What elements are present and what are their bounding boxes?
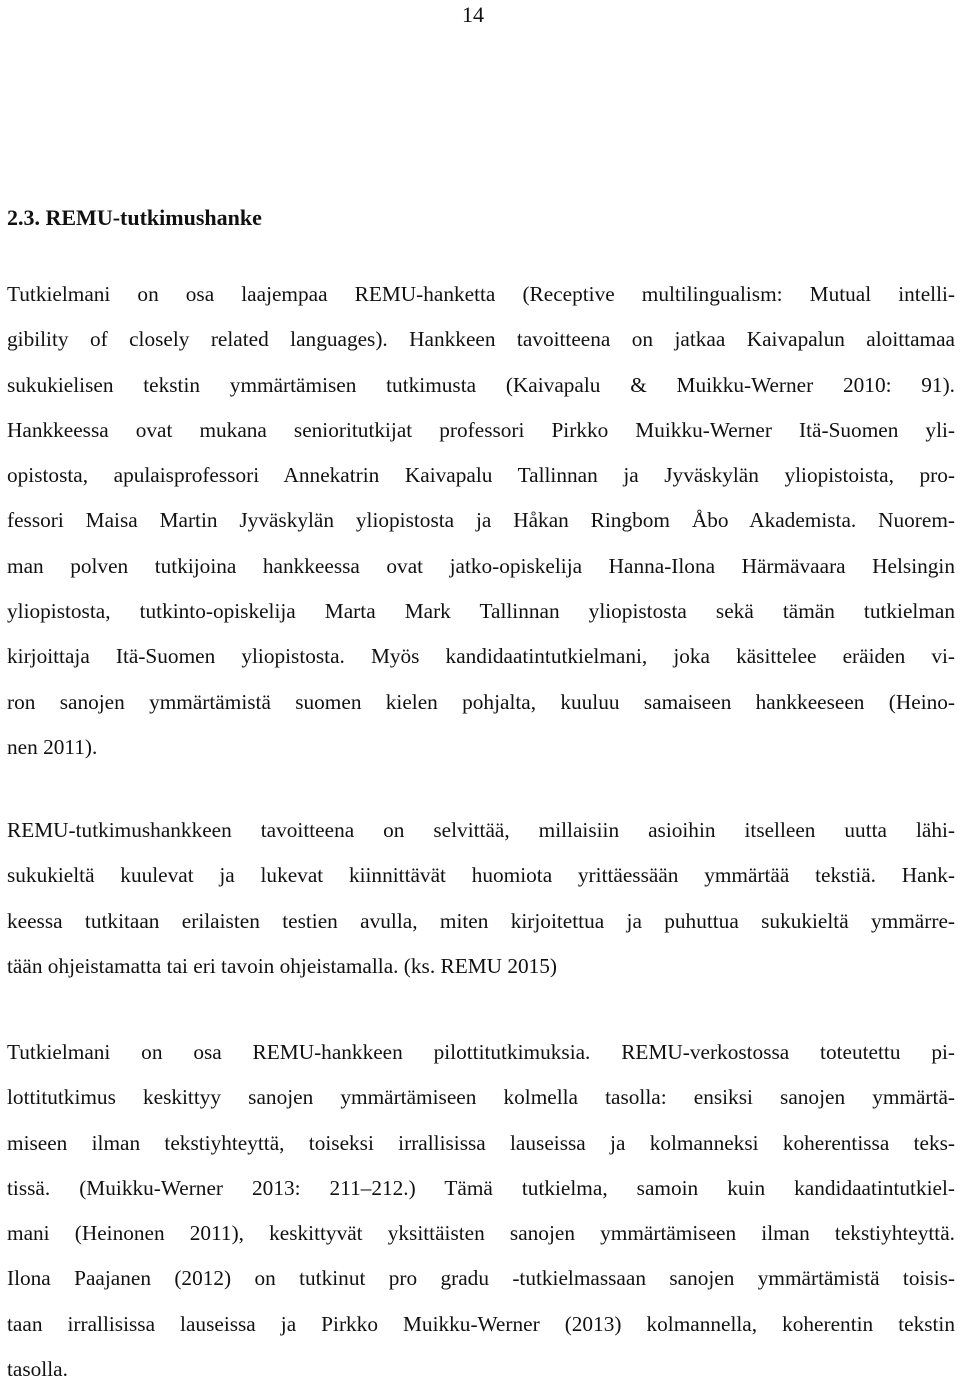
text-line: man polven tutkijoina hankkeessa ovat jatko-opiskelija Hanna-Ilona Härmävaara Helsingin [7, 553, 955, 578]
paragraph-pilot-study [7, 1030, 955, 1392]
text-line: ron sanojen ymmärtämistä suomen kielen pohjalta, kuuluu samaiseen hankkeeseen (Heino- [7, 689, 955, 714]
text-line: opistosta, apulaisprofessori Annekatrin Kaivapalu Tallinnan ja Jyväskylän yliopistoista, pro- [7, 463, 955, 488]
text-line: keessa tutkitaan erilaisten testien avulla, miten kirjoitettua ja puhuttua sukukieltä ymmärre- [7, 908, 955, 933]
text-line: Tutkielmani on osa laajempaa REMU-hanketta (Receptive multilingualism: Mutual intelli- [7, 282, 955, 306]
text-line: miseen ilman tekstiyhteyttä, toiseksi irrallisissa lauseissa ja kolmanneksi koherentissa teks- [7, 1130, 955, 1155]
paragraph-remu-project-intro [7, 272, 955, 770]
text-line: sukukieltä kuulevat ja lukevat kiinnittävät huomiota yrittäessään ymmärtää tekstiä. Hank- [7, 863, 955, 888]
page-number: 14 [462, 2, 484, 27]
text-line: Tutkielmani on osa REMU-hankkeen pilottitutkimuksia. REMU-verkostossa toteutettu pi- [7, 1040, 955, 1064]
text-line: gibility of closely related languages). Hankkeen tavoitteena on jatkaa Kaivapalun aloittamaa [7, 327, 955, 352]
text-line: tasolla. [7, 1357, 68, 1382]
paragraph-remu-goals [7, 808, 955, 989]
text-line: tissä. (Muikku-Werner 2013: 211–212.) Tämä tutkielma, samoin kuin kandidaatintutkiel- [7, 1175, 955, 1200]
text-line: REMU-tutkimushankkeen tavoitteena on selvittää, millaisiin asioihin itselleen uutta lähi- [7, 818, 955, 842]
text-line: yliopistosta, tutkinto-opiskelija Marta Mark Tallinnan yliopistosta sekä tämän tutkielman [7, 599, 955, 624]
text-line: nen 2011). [7, 734, 98, 759]
text-line: fessori Maisa Martin Jyväskylän yliopistosta ja Håkan Ringbom Åbo Akademista. Nuorem- [7, 508, 955, 533]
text-line: Hankkeessa ovat mukana senioritutkijat professori Pirkko Muikku-Werner Itä-Suomen yli- [7, 417, 955, 442]
text-line: kirjoittaja Itä-Suomen yliopistosta. Myös kandidaatintutkielmani, joka käsittelee eräiden vi- [7, 644, 955, 669]
text-line: sukukielisen tekstin ymmärtämisen tutkimusta (Kaivapalu & Muikku-Werner 2010: 91). [7, 372, 955, 397]
text-line: lottitutkimus keskittyy sanojen ymmärtämiseen kolmella tasolla: ensiksi sanojen ymmärtä- [7, 1085, 955, 1110]
section-heading: 2.3. REMU-tutkimushanke [7, 205, 262, 230]
text-line: mani (Heinonen 2011), keskittyvät yksittäisten sanojen ymmärtämiseen ilman tekstiyhteyttä. [7, 1221, 955, 1246]
text-line: tään ohjeistamatta tai eri tavoin ohjeistamalla. (ks. REMU 2015) [7, 953, 558, 978]
text-line: Ilona Paajanen (2012) on tutkinut pro gradu -tutkielmassaan sanojen ymmärtämistä toisis- [7, 1266, 955, 1291]
text-line: taan irrallisissa lauseissa ja Pirkko Muikku-Werner (2013) kolmannella, koherentin tekstin [7, 1311, 955, 1336]
